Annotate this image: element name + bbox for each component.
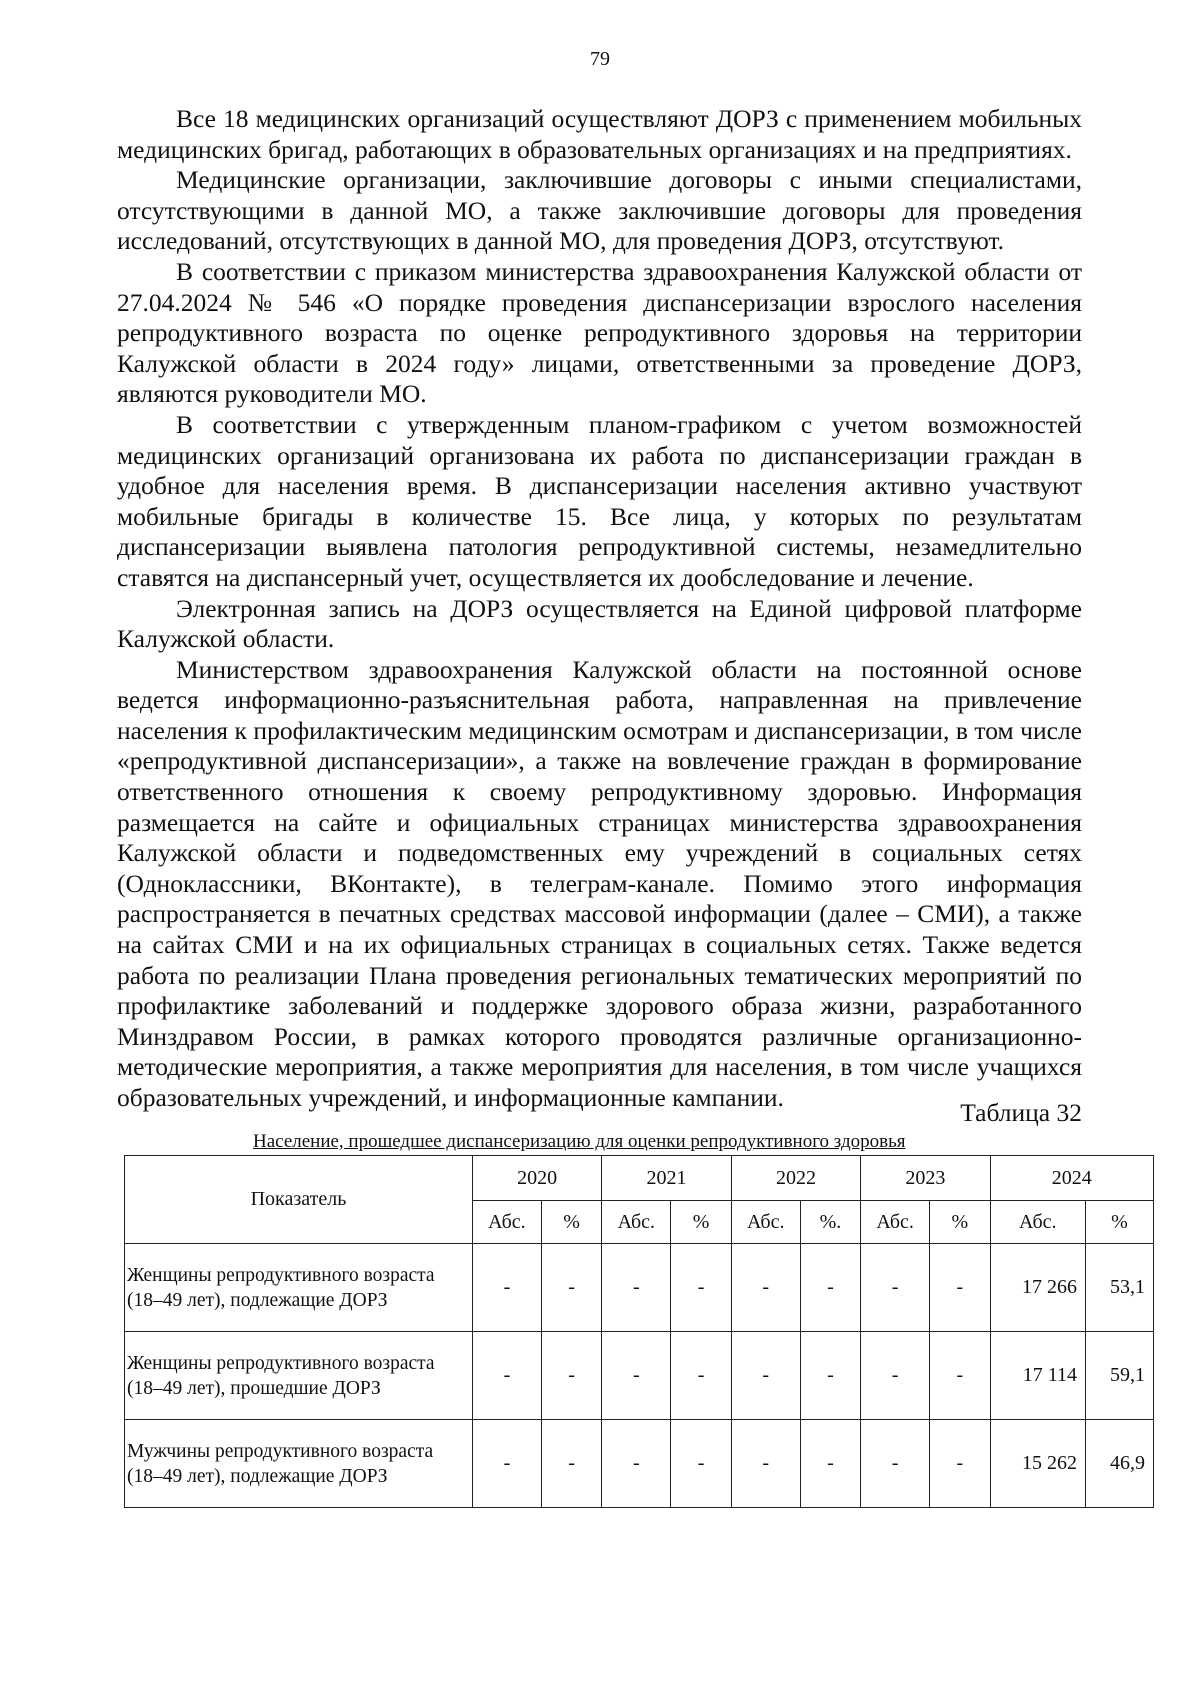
paragraph: В соответствии с приказом министерства здравоохранения Калужской области от 27.04.2024 № 546 «О порядке проведения диспансеризации взрослого населения репродуктивного возраста по оценке репродуктивного здоровья на территории Калужской области в 2024 году» лицами, ответственными за проведение ДОРЗ, являются руководители МО. (117, 256, 1082, 409)
cell: - (472, 1244, 541, 1332)
subheader-percent: %. (800, 1201, 860, 1244)
cell: - (930, 1244, 990, 1332)
cell: - (861, 1244, 930, 1332)
indicator-header: Показатель (125, 1156, 473, 1244)
paragraph: Все 18 медицинских организаций осуществляют ДОРЗ с применением мобильных медицинских бригад, работающих в образовательных организациях и на предприятиях. (117, 104, 1082, 164)
data-table (124, 1155, 1154, 1508)
subheader-percent: % (541, 1201, 601, 1244)
cell: - (930, 1332, 990, 1420)
table-row (125, 1420, 1154, 1508)
subheader-percent: % (671, 1201, 731, 1244)
body-text (117, 104, 1082, 1114)
paragraph: Министерством здравоохранения Калужской области на постоянной основе ведется информационно-разъяснительная работа, направленная на привлечение населения к профилактическим медицинским осмотрам и диспансеризации, в том числе «репродуктивной диспансеризации», а также на вовлечение граждан в формирование ответственного отношения к своему репродуктивному здоровью. Информация размещается на сайте и официальных страницах министерства здравоохранения Калужской области и подведомственных ему учреждений в социальных сетях (Одноклассники, ВКонтакте), в телеграм-канале. Помимо этого информация распространяется в печатных средствах массовой информации (далее – СМИ), а также на сайтах СМИ и на их официальных страницах в социальных сетях. Также ведется работа по реализации Плана проведения региональных тематических мероприятий по профилактике заболеваний и поддержке здорового образа жизни, разработанного Минздравом России, в рамках которого проводятся различные организационно-методические мероприятия, а также мероприятия для населения, в том числе учащихся образовательных учреждений, и информационные кампании. (117, 654, 1082, 1112)
table-caption: Население, прошедшее диспансеризацию для оценки репродуктивного здоровья (253, 1131, 906, 1152)
cell: - (731, 1244, 800, 1332)
cell: - (602, 1244, 671, 1332)
cell: - (731, 1332, 800, 1420)
cell: - (861, 1420, 930, 1508)
subheader-abs: Абс. (731, 1201, 800, 1244)
year-header: 2021 (602, 1156, 731, 1201)
year-header: 2024 (990, 1156, 1153, 1201)
cell: - (541, 1244, 601, 1332)
page-number: 79 (590, 48, 610, 70)
subheader-abs: Абс. (861, 1201, 930, 1244)
year-header: 2020 (472, 1156, 601, 1201)
cell: 17 266 (990, 1244, 1085, 1332)
subheader-abs: Абс. (602, 1201, 671, 1244)
cell: 15 262 (990, 1420, 1085, 1508)
paragraph: Электронная запись на ДОРЗ осуществляется на Единой цифровой платформе Калужской области. (117, 593, 1082, 654)
table-row (125, 1244, 1154, 1332)
row-indicator: Женщины репродуктивного возраста (18–49 лет), прошедшие ДОРЗ (125, 1332, 473, 1420)
cell: - (930, 1420, 990, 1508)
row-indicator: Женщины репродуктивного возраста (18–49 лет), подлежащие ДОРЗ (125, 1244, 473, 1332)
paragraph: Медицинские организации, заключившие договоры с иными специалистами, отсутствующими в данной МО, а также заключившие договоры для проведения исследований, отсутствующих в данной МО, для проведения ДОРЗ, отсутствуют. (117, 165, 1082, 256)
cell: - (731, 1420, 800, 1508)
cell: 46,9 (1086, 1420, 1154, 1508)
subheader-abs: Абс. (472, 1201, 541, 1244)
cell: - (541, 1420, 601, 1508)
cell: - (602, 1332, 671, 1420)
cell: - (671, 1420, 731, 1508)
row-indicator: Мужчины репродуктивного возраста (18–49 лет), подлежащие ДОРЗ (125, 1420, 473, 1508)
subheader-percent: % (1086, 1201, 1154, 1244)
paragraph: В соответствии с утвержденным планом-графиком с учетом возможностей медицинских организаций организована их работа по диспансеризации граждан в удобное для населения время. В диспансеризации населения активно участвуют мобильные бригады в количестве 15. Все лица, у которых по результатам диспансеризации выявлена патология репродуктивной системы, незамедлительно ставятся на диспансерный учет, осуществляется их дообследование и лечение. (117, 409, 1082, 592)
cell: - (602, 1420, 671, 1508)
table-label: Таблица 32 (960, 1098, 1082, 1127)
cell: 17 114 (990, 1332, 1085, 1420)
cell: - (541, 1332, 601, 1420)
cell: 53,1 (1086, 1244, 1154, 1332)
cell: - (671, 1244, 731, 1332)
cell: - (671, 1332, 731, 1420)
year-header: 2022 (731, 1156, 860, 1201)
table-row (125, 1332, 1154, 1420)
cell: 59,1 (1086, 1332, 1154, 1420)
cell: - (472, 1420, 541, 1508)
subheader-percent: % (930, 1201, 990, 1244)
cell: - (472, 1332, 541, 1420)
cell: - (800, 1332, 860, 1420)
cell: - (800, 1244, 860, 1332)
table-header-years (125, 1156, 1154, 1201)
cell: - (800, 1420, 860, 1508)
subheader-abs: Абс. (990, 1201, 1085, 1244)
year-header: 2023 (861, 1156, 990, 1201)
cell: - (861, 1332, 930, 1420)
